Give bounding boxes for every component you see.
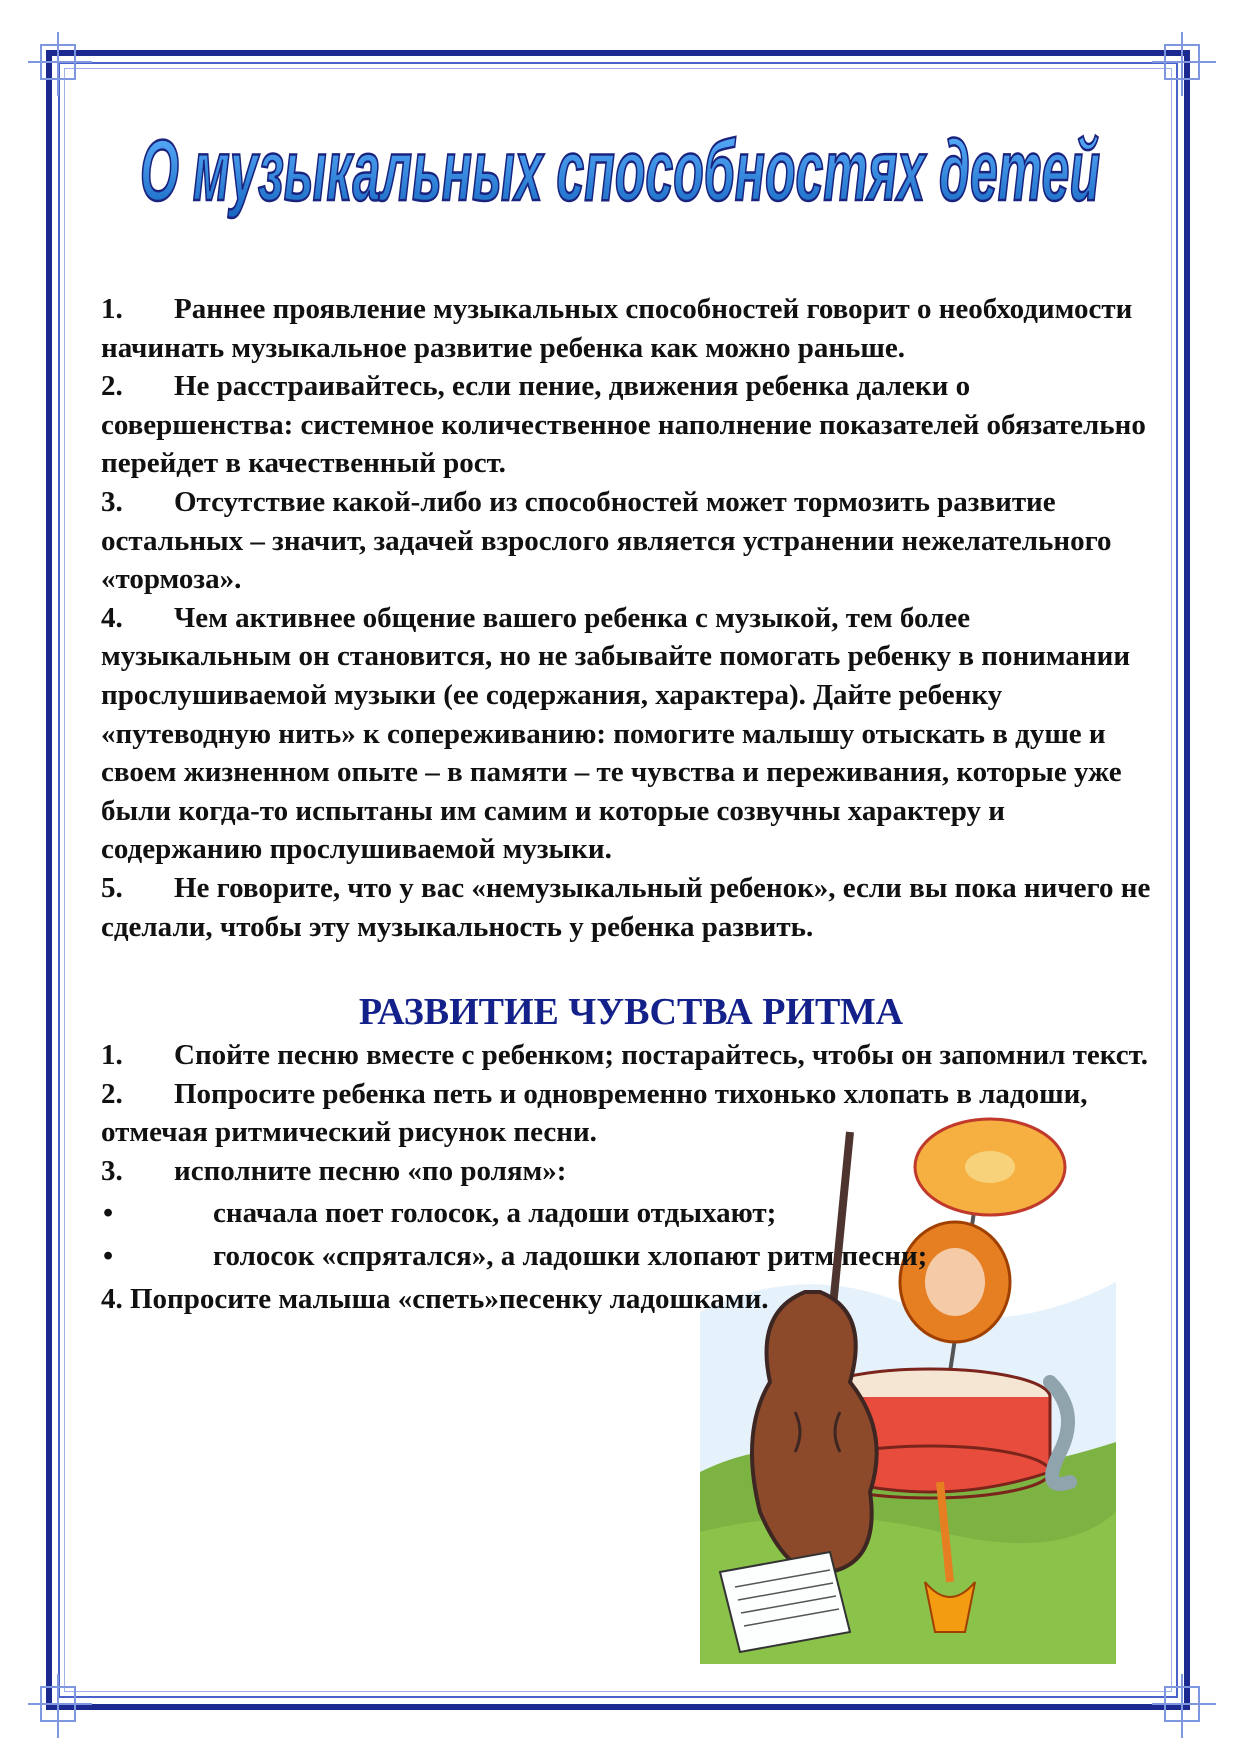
item-text: Не говорите, что у вас «немузыкальный ребенок», если вы пока ничего не сделали, чтобы эту музыкальность у ребенка развить.	[101, 871, 1151, 943]
bullet-text: голосок «спрятался», а ладошки хлопают ритм песни;	[213, 1240, 928, 1273]
list-item	[101, 869, 1161, 946]
main-text	[101, 290, 1161, 1318]
bullet-symbol: •	[103, 1197, 114, 1230]
border-corner-ornament	[1164, 1686, 1200, 1722]
item-number: 3.	[101, 485, 123, 518]
border-corner-ornament	[1164, 44, 1200, 80]
item-text: Попросите ребенка петь и одновременно тихонько хлопать в ладоши, отмечая ритмический рисунок песни.	[101, 1077, 1088, 1149]
item-number: 5.	[101, 871, 123, 904]
item-number: 1.	[101, 293, 123, 325]
border-corner-ornament	[40, 1686, 76, 1722]
bullet-symbol: •	[103, 1240, 114, 1273]
wordart-title	[90, 88, 1150, 248]
item-text: Чем активнее общение вашего ребенка с музыкой, тем более музыкальным он становится, но не забывайте помогать ребенку в понимании прослушиваемой музыки (ее содержания, характера). Дайте ребенку «путеводную нить» к сопереживанию: помогите малышу отыскать в душе и своем жизненном опыте – в памяти – те чувства и переживания, которые уже были когда-то испытаны им самим и которые созвучны характеру и содержанию прослушиваемой музыки.	[101, 601, 1131, 866]
list-item	[101, 1152, 1161, 1191]
item-text: Раннее проявление музыкальных способностей говорит о необходимости начинать музыкальное развитие ребенка как можно раньше.	[101, 293, 1133, 364]
list-item	[101, 483, 1161, 599]
list-item	[101, 1075, 1161, 1152]
list-item	[101, 1036, 1161, 1075]
item-text: Спойте песню вместе с ребенком; постарайтесь, чтобы он запомнил текст.	[174, 1039, 1148, 1072]
page-title	[90, 88, 1150, 248]
final-instruction: 4. Попросите малыша «спеть»песенку ладошками.	[101, 1282, 769, 1315]
item-text: Не расстраивайтесь, если пение, движения ребенка далеки о совершенства: системное количественное наполнение показателей обязательно перейдет в качественный рост.	[101, 370, 1146, 480]
item-number: 2.	[101, 370, 123, 403]
list-item	[101, 290, 1161, 367]
bullet-item	[101, 1237, 1161, 1276]
item-number: 2.	[101, 1077, 123, 1110]
item-number: 1.	[101, 1039, 123, 1072]
title-text: О музыкальных способностях детей	[140, 123, 1100, 219]
bullet-item	[101, 1194, 1161, 1233]
item-number: 3.	[101, 1154, 123, 1187]
border-corner-ornament	[40, 44, 76, 80]
item-text: Отсутствие какой-либо из способностей может тормозить развитие остальных – значит, задачей взрослого является устранении нежелательного «тормоза».	[101, 485, 1112, 596]
list-item	[101, 367, 1161, 483]
item-number: 4.	[101, 601, 123, 634]
section-heading: РАЗВИТИЕ ЧУВСТВА РИТМА	[358, 991, 904, 1034]
bullet-text: сначала поет голосок, а ладоши отдыхают;	[213, 1197, 777, 1230]
item-text: исполните песню «по ролям»:	[174, 1154, 567, 1187]
list-item	[101, 599, 1161, 869]
